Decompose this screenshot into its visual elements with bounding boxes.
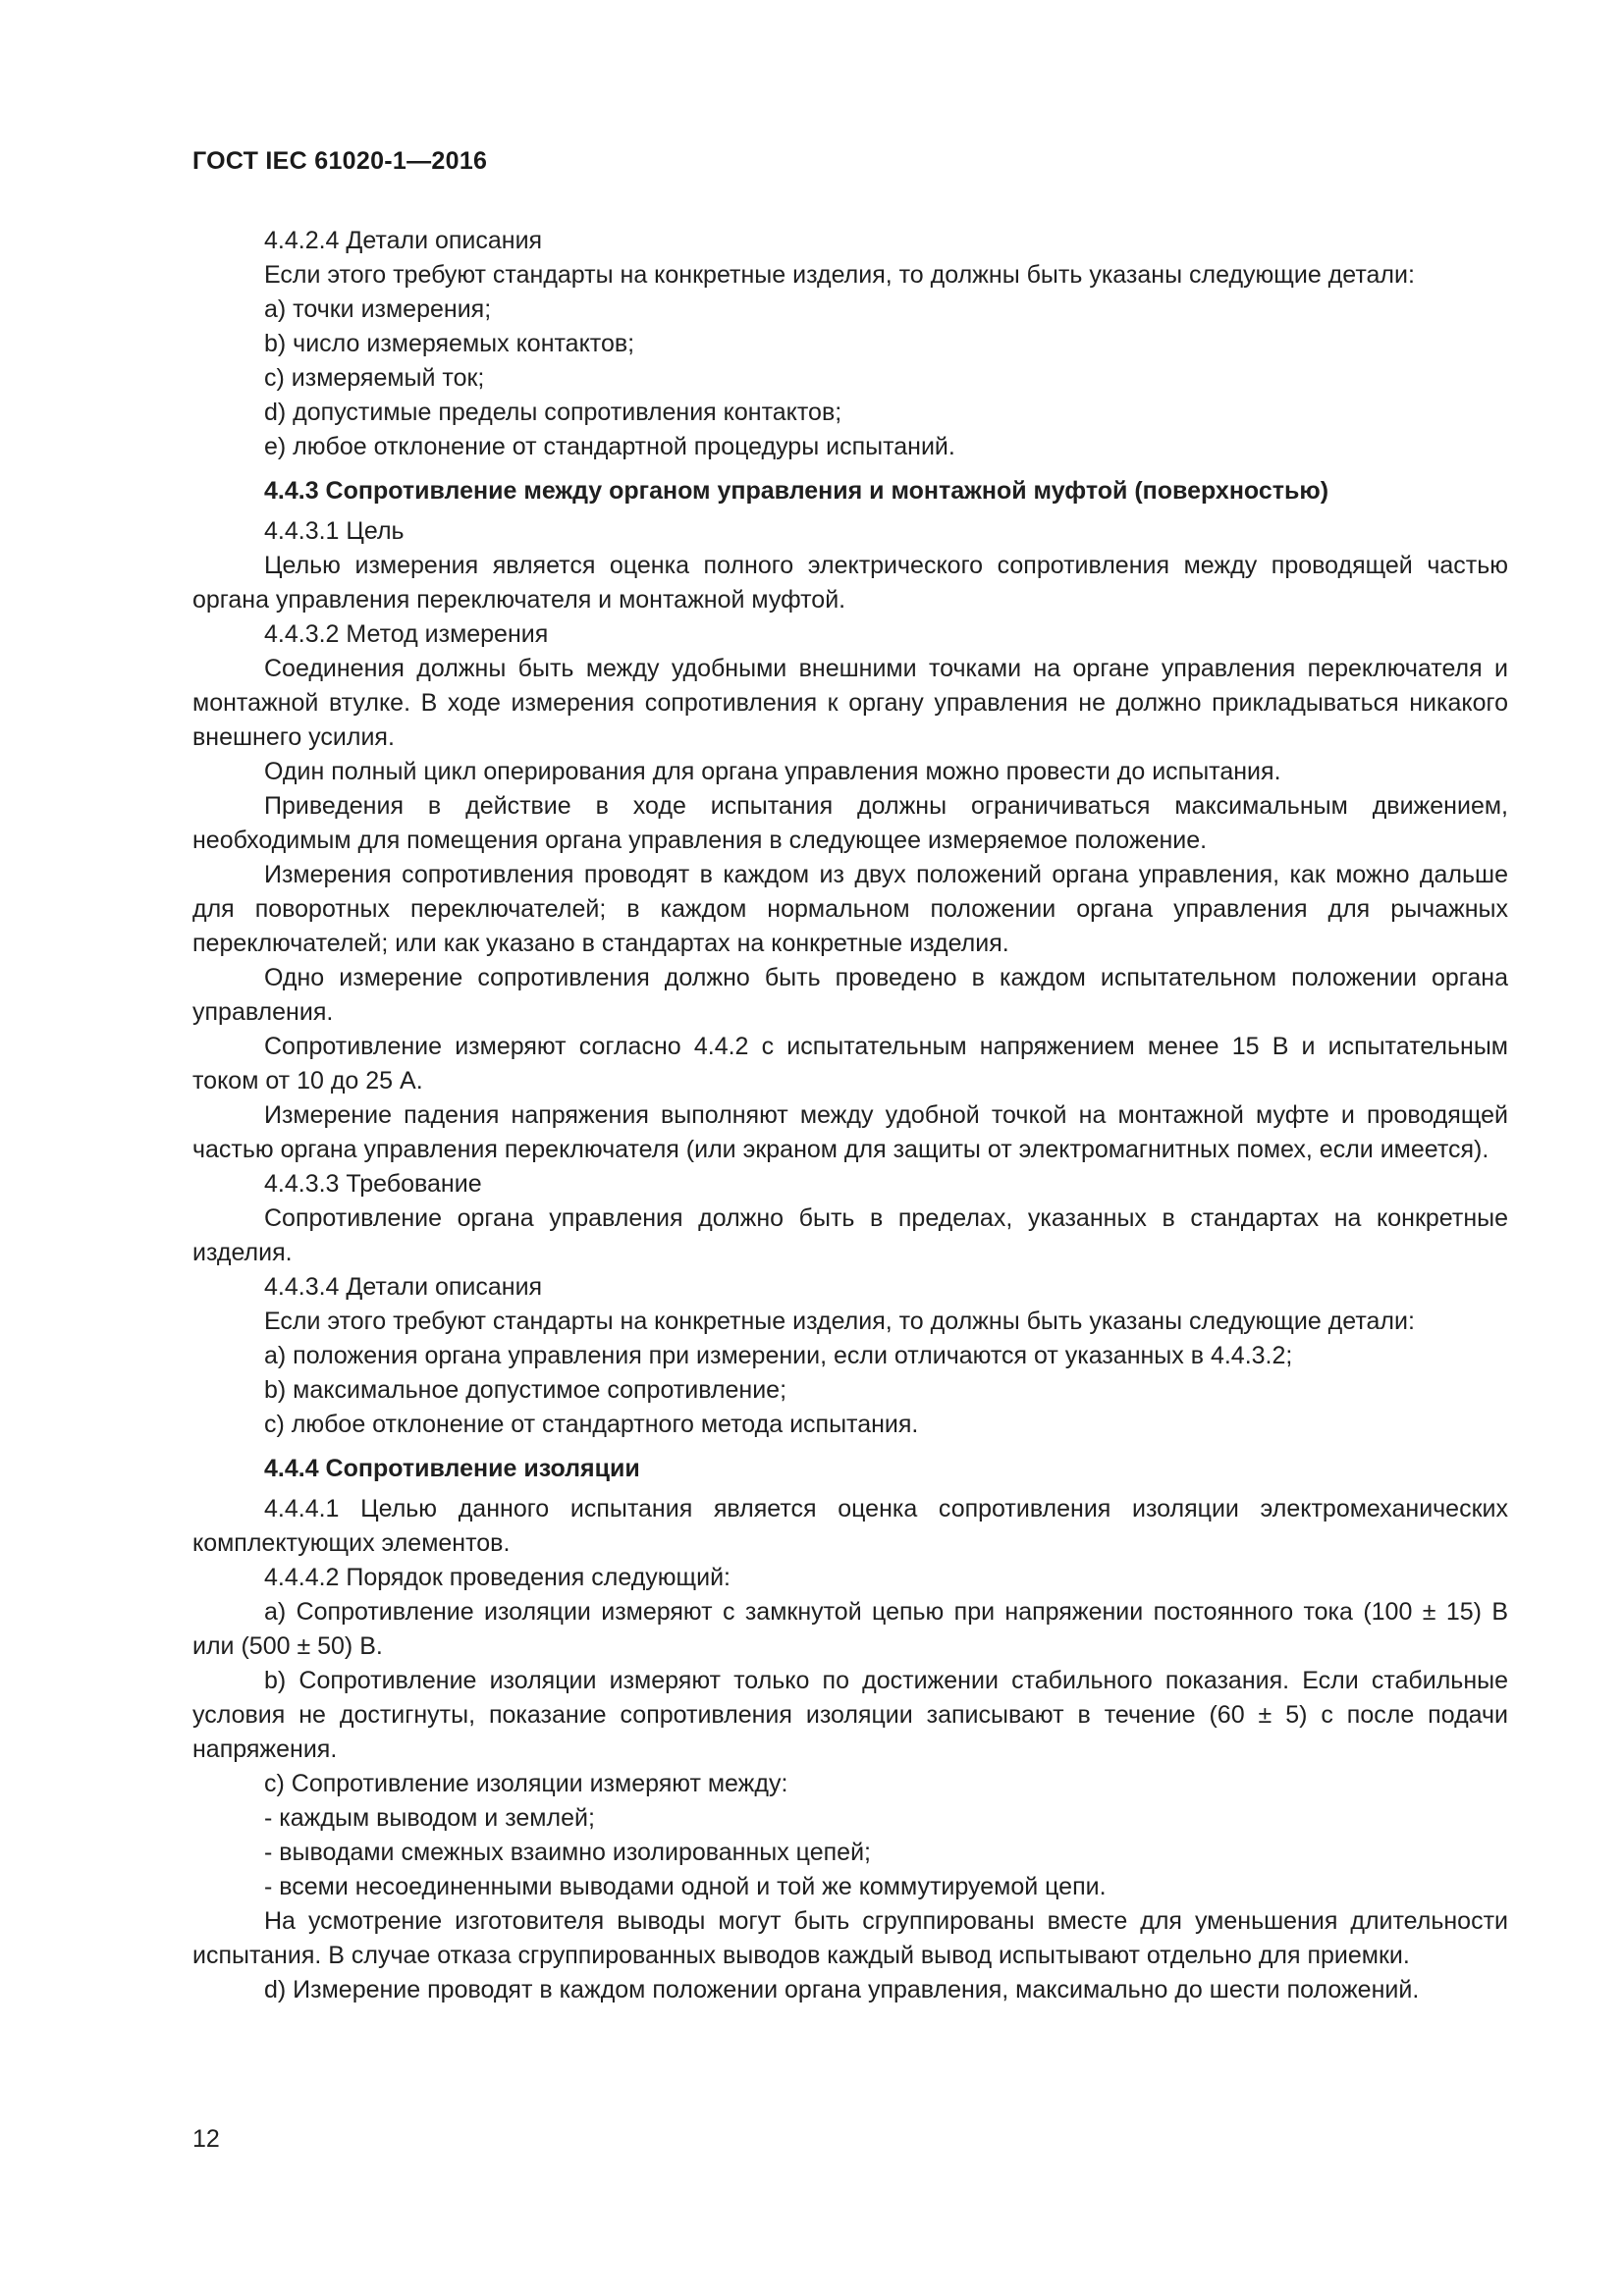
section-4-4-4-heading: 4.4.4 Сопротивление изоляции (264, 1455, 640, 1482)
list-item: d) допустимые пределы сопротивления контактов; (264, 399, 842, 426)
paragraph: 4.4.4.2 Порядок проведения следующий: (264, 1564, 731, 1591)
paragraph: Соединения должны быть между удобными внешними точками на органе управления переключателя и монтажной втулке. В ходе измерения сопротивления к органу управления не должно прикладываться никакого внешнего усилия. (192, 655, 1508, 751)
list-item: - всеми несоединенными выводами одной и той же коммутируемой цепи. (264, 1873, 1107, 1900)
paragraph: Одно измерение сопротивления должно быть проведено в каждом испытательном положении органа управления. (192, 964, 1508, 1026)
paragraph: Измерение падения напряжения выполняют между удобной точкой на монтажной муфте и проводящей частью органа управления переключателя (или экраном для защиты от электромагнитных помех, если имеется). (192, 1101, 1508, 1163)
list-item: a) положения органа управления при измерении, если отличаются от указанных в 4.4.3.2; (264, 1342, 1293, 1369)
list-item: c) измеряемый ток; (264, 364, 485, 392)
document-body (192, 224, 1508, 2007)
document-header: ГОСТ IEC 61020-1—2016 (192, 147, 488, 175)
list-item: c) любое отклонение от стандартного метода испытания. (264, 1411, 919, 1438)
paragraph: Целью измерения является оценка полного электрического сопротивления между проводящей частью органа управления переключателя и монтажной муфтой. (192, 552, 1508, 614)
list-item: a) Сопротивление изоляции измеряют с замкнутой цепью при напряжении постоянного тока (100 ± 15) В или (500 ± 50) В. (192, 1598, 1508, 1660)
subsection-title: 4.4.3.1 Цель (264, 517, 405, 545)
paragraph: Один полный цикл оперирования для органа управления можно провести до испытания. (264, 758, 1281, 785)
paragraph: Сопротивление органа управления должно быть в пределах, указанных в стандартах на конкретные изделия. (192, 1204, 1508, 1266)
paragraph: Приведения в действие в ходе испытания должны ограничиваться максимальным движением, необходимым для помещения органа управления в следующее измеряемое положение. (192, 792, 1508, 854)
paragraph: 4.4.4.1 Целью данного испытания является оценка сопротивления изоляции электромеханических комплектующих элементов. (192, 1495, 1508, 1557)
list-item: c) Сопротивление изоляции измеряют между: (264, 1770, 788, 1797)
list-item: b) число измеряемых контактов; (264, 330, 635, 357)
subsection-title: 4.4.3.4 Детали описания (264, 1273, 543, 1301)
subsection-title: 4.4.3.3 Требование (264, 1170, 482, 1198)
paragraph: Если этого требуют стандарты на конкретные изделия, то должны быть указаны следующие детали: (264, 1308, 1415, 1335)
list-item: b) Сопротивление изоляции измеряют только по достижении стабильного показания. Если стабильные условия не достигнуты, показание сопротивления изоляции записывают в течение (60 ± 5) с после подачи напряжения. (192, 1667, 1508, 1763)
list-item: b) максимальное допустимое сопротивление; (264, 1376, 787, 1404)
list-item: - выводами смежных взаимно изолированных цепей; (264, 1839, 871, 1866)
page-number: 12 (192, 2125, 220, 2153)
subsection-title: 4.4.3.2 Метод измерения (264, 620, 549, 648)
list-item: e) любое отклонение от стандартной процедуры испытаний. (264, 433, 955, 460)
paragraph: На усмотрение изготовителя выводы могут быть сгруппированы вместе для уменьшения длительности испытания. В случае отказа сгруппированных выводов каждый вывод испытывают отдельно для приемки. (192, 1907, 1508, 1969)
paragraph: Измерения сопротивления проводят в каждом из двух положений органа управления, как можно дальше для поворотных переключателей; в каждом нормальном положении органа управления для рычажных переключателей; или как указано в стандартах на конкретные изделия. (192, 861, 1508, 957)
paragraph: Сопротивление измеряют согласно 4.4.2 с испытательным напряжением менее 15 В и испытательным током от 10 до 25 А. (192, 1033, 1508, 1095)
paragraph: Если этого требуют стандарты на конкретные изделия, то должны быть указаны следующие детали: (264, 261, 1415, 289)
list-item: - каждым выводом и землей; (264, 1804, 595, 1832)
section-4-4-2-4-title: 4.4.2.4 Детали описания (264, 227, 543, 254)
section-4-4-3-heading: 4.4.3 Сопротивление между органом управления и монтажной муфтой (поверхностью) (264, 477, 1329, 505)
list-item: a) точки измерения; (264, 295, 492, 323)
list-item: d) Измерение проводят в каждом положении органа управления, максимально до шести положений. (264, 1976, 1420, 2003)
